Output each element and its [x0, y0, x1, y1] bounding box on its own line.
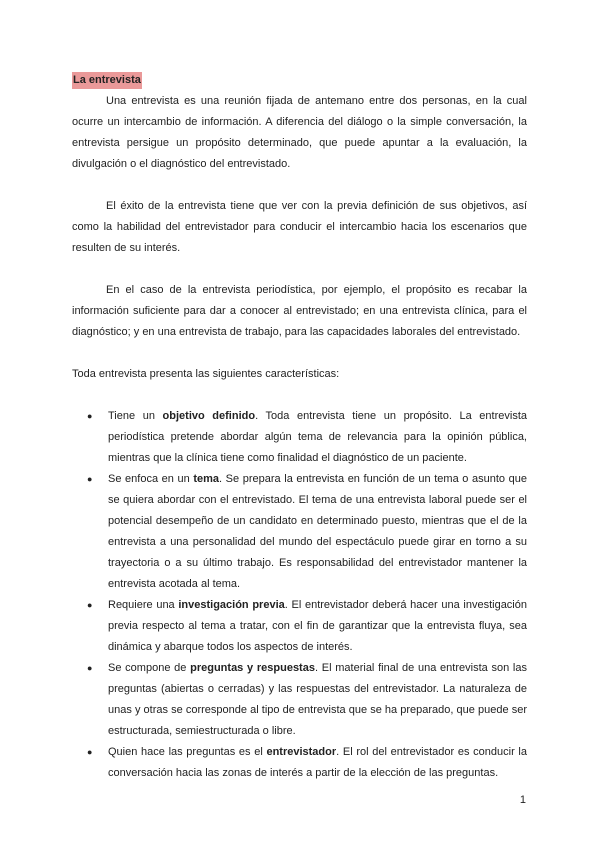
- item-keyword: preguntas y respuestas: [190, 662, 315, 674]
- section-title: La entrevista: [72, 72, 142, 89]
- spacer: [72, 175, 527, 196]
- paragraph-success: El éxito de la entrevista tiene que ver con la previa definición de sus objetivos, así como la habilidad del entrevistador para conducir el intercambio hacia los escenarios que resulten de su interés.: [72, 200, 527, 254]
- item-text: . El entrevistador deberá hacer una investigación previa respecto al tema a tratar, con el fin de garantizar que la entrevista fluya, sea dinámica y abarque todos los aspectos de interés.: [108, 599, 527, 653]
- list-intro: Toda entrevista presenta las siguientes características:: [72, 368, 340, 380]
- item-text: Se compone de: [108, 662, 191, 674]
- item-text: Quien hace las preguntas es el: [108, 746, 267, 758]
- list-item: [72, 658, 527, 742]
- bullet-icon: ●: [87, 663, 93, 673]
- page-number: 1: [519, 794, 526, 806]
- item-keyword: objetivo definido: [162, 410, 256, 422]
- spacer: [72, 343, 527, 364]
- document-body: [72, 70, 527, 784]
- item-keyword: tema: [193, 473, 220, 485]
- item-text: . Toda entrevista tiene un propósito. La entrevista periodística pretende abordar algún tema de relevancia para la opinión pública, mientras que la clínica tiene como finalidad el diagnóstico de un paciente.: [108, 410, 527, 464]
- item-text: . Se prepara la entrevista en función de un tema o asunto que se quiera abordar con el entrevistado. El tema de una entrevista laboral puede ser el potencial desempeño de un candidato en determinado puesto, mientras que el de la entrevista a una personalidad del mundo del espectáculo puede girar en torno a su trayectoria o a su último trabajo. Es responsabilidad del entrevistador mantener la entrevista acotada al tema.: [108, 473, 527, 590]
- bullet-icon: ●: [87, 474, 93, 484]
- item-keyword: investigación previa: [178, 599, 285, 611]
- list-item: [72, 595, 527, 658]
- item-text: Requiere una: [108, 599, 179, 611]
- paragraph-purpose: En el caso de la entrevista periodística, por ejemplo, el propósito es recabar la información suficiente para dar a conocer al entrevistado; en una entrevista clínica, para el diagnóstico; y en una entrevista de trabajo, para las capacidades laborales del entrevistado.: [72, 284, 527, 338]
- list-item: [72, 406, 527, 469]
- item-keyword: entrevistador: [266, 746, 337, 758]
- bullet-icon: ●: [87, 411, 93, 421]
- spacer: [72, 259, 527, 280]
- paragraph-definition: Una entrevista es una reunión fijada de antemano entre dos personas, en la cual ocurre un intercambio de información. A diferencia del diálogo o la simple conversación, la entrevista persigue un propósito determinado, que puede apuntar a la evaluación, la divulgación o el diagnóstico del entrevistado.: [72, 95, 527, 170]
- item-text: . El rol del entrevistador es conducir la conversación hacia las zonas de interés a partir de la elección de las preguntas.: [108, 746, 527, 779]
- item-text: Se enfoca en un: [108, 473, 194, 485]
- bullet-icon: ●: [87, 747, 93, 757]
- item-text: Tiene un: [108, 410, 163, 422]
- bullet-icon: ●: [87, 600, 93, 610]
- item-text: . El material final de una entrevista son las preguntas (abiertas o cerradas) y las respuestas del entrevistador. La naturaleza de unas y otras se corresponde al tipo de entrevista que se ha preparado, que puede ser estructurada, semiestructurada o libre.: [108, 662, 527, 737]
- list-item: [72, 469, 527, 595]
- characteristics-list: [72, 406, 527, 784]
- spacer: [72, 385, 527, 406]
- list-item: [72, 742, 527, 784]
